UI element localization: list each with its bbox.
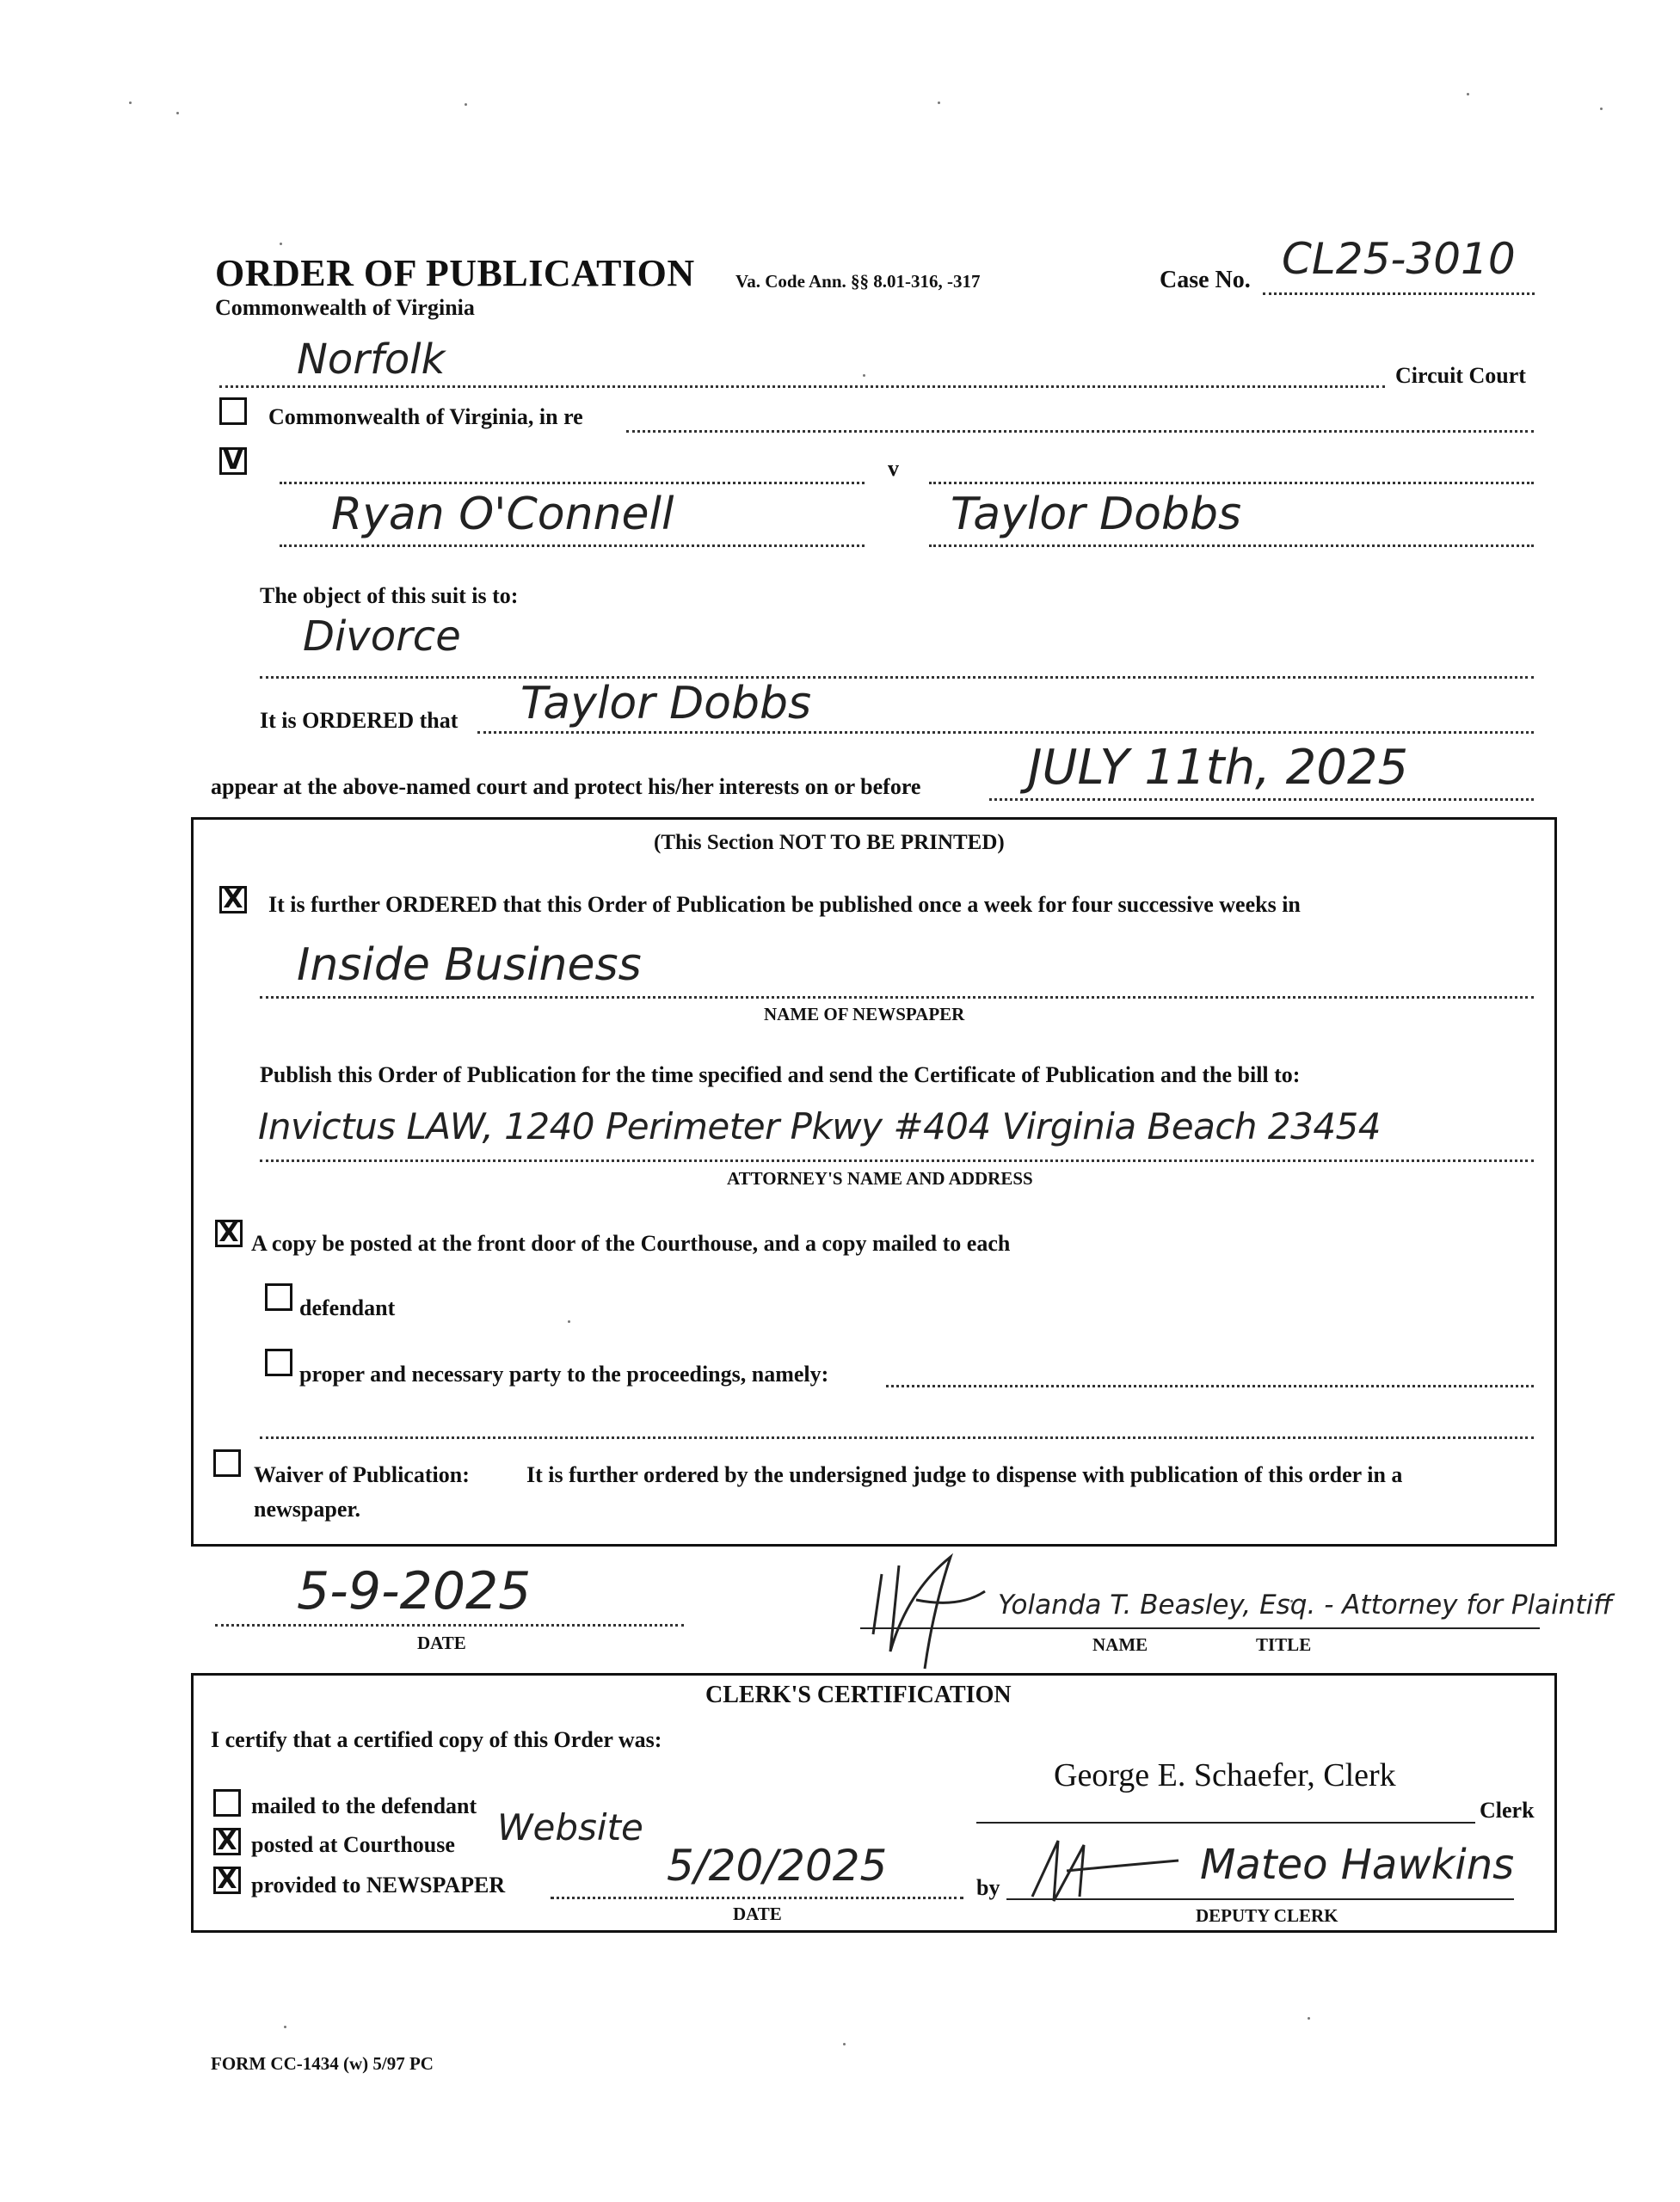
provided-newspaper-label: provided to NEWSPAPER xyxy=(251,1873,506,1898)
defendant-line xyxy=(929,544,1534,547)
plaintiff-name: Ryan O'Connell xyxy=(331,489,674,540)
deputy-signature-scrawl xyxy=(1015,1828,1204,1910)
newspaper-caption: NAME OF NEWSPAPER xyxy=(764,1004,965,1024)
deputy-caption: DEPUTY CLERK xyxy=(1196,1905,1338,1926)
party-label: proper and necessary party to the proceedings, namely: xyxy=(299,1362,829,1387)
form-id: FORM CC-1434 (w) 5/97 PC xyxy=(211,2053,434,2074)
signature-date-line xyxy=(215,1624,684,1627)
clerk-certify-text: I certify that a certified copy of this Order was: xyxy=(211,1727,662,1752)
form-subtitle: Commonwealth of Virginia xyxy=(215,295,475,320)
publish-checkbox[interactable]: X xyxy=(219,886,247,913)
in-re-label: Commonwealth of Virginia, in re xyxy=(268,404,583,429)
party-line-1 xyxy=(886,1385,1534,1387)
newspaper-name: Inside Business xyxy=(297,939,642,991)
mailed-label: mailed to the defendant xyxy=(251,1793,477,1818)
attorney-caption: ATTORNEY'S NAME AND ADDRESS xyxy=(727,1168,1033,1189)
in-re-line xyxy=(626,430,1534,433)
signature-scrawl xyxy=(856,1540,1002,1677)
clerk-caption: Clerk xyxy=(1480,1798,1535,1823)
waiver-text-1: It is further ordered by the undersigned judge to dispense with publication of this order in a xyxy=(526,1462,1403,1487)
case-number-value: CL25-3010 xyxy=(1282,234,1516,284)
appear-date: JULY 11th, 2025 xyxy=(1028,740,1409,796)
attorney-line xyxy=(260,1159,1534,1162)
signature-date-caption: DATE xyxy=(417,1633,466,1653)
object-line xyxy=(260,676,1534,679)
code-reference: Va. Code Ann. §§ 8.01-316, -317 xyxy=(735,271,981,292)
clerk-name: George E. Schaefer, Clerk xyxy=(1054,1757,1396,1793)
posted-courthouse-checkbox[interactable]: X xyxy=(213,1828,241,1855)
versus-label: v xyxy=(888,456,899,481)
defendant-label: defendant xyxy=(299,1295,396,1320)
posted-checkbox[interactable]: X xyxy=(215,1220,243,1247)
publish-text: It is further ORDERED that this Order of Publication be published once a week for four successive weeks in xyxy=(268,892,1301,917)
signer-name: Yolanda T. Beasley, Esq. - Attorney for Plaintiff xyxy=(998,1590,1613,1621)
plaintiff-line xyxy=(280,544,865,547)
defendant-checkbox[interactable] xyxy=(265,1283,292,1311)
newspaper-line xyxy=(260,996,1534,999)
signature-name-caption: NAME xyxy=(1092,1634,1148,1655)
case-number-label: Case No. xyxy=(1160,267,1251,293)
defendant-name: Taylor Dobbs xyxy=(951,489,1242,540)
clerk-header: CLERK'S CERTIFICATION xyxy=(705,1682,1012,1708)
posted-note: Website xyxy=(497,1806,643,1848)
ordered-label: It is ORDERED that xyxy=(260,708,458,733)
clerk-date: 5/20/2025 xyxy=(667,1841,888,1891)
by-label: by xyxy=(976,1875,1000,1900)
object-value: Divorce xyxy=(303,612,461,661)
send-text: Publish this Order of Publication for the time specified and send the Certificate of Publication and the bill to: xyxy=(260,1062,1301,1087)
not-printed-header: (This Section NOT TO BE PRINTED) xyxy=(654,831,1005,854)
ordered-party: Taylor Dobbs xyxy=(520,678,812,729)
form-title: ORDER OF PUBLICATION xyxy=(215,252,695,294)
in-re-checkbox[interactable] xyxy=(219,397,247,425)
versus-line-left xyxy=(280,482,865,484)
case-number-line xyxy=(1263,292,1535,295)
signature-date: 5-9-2025 xyxy=(297,1561,532,1621)
waiver-title: Waiver of Publication: xyxy=(254,1462,470,1487)
appear-label: appear at the above-named court and protect his/her interests on or before xyxy=(211,774,921,799)
circuit-court-label: Circuit Court xyxy=(1395,363,1526,388)
court-line xyxy=(219,385,1385,388)
party-line-2 xyxy=(260,1436,1534,1439)
versus-checkbox[interactable]: V xyxy=(219,447,247,475)
signature-title-caption: TITLE xyxy=(1256,1634,1312,1655)
posted-text: A copy be posted at the front door of the Courthouse, and a copy mailed to each xyxy=(251,1231,1011,1256)
waiver-text-2: newspaper. xyxy=(254,1497,361,1522)
object-label: The object of this suit is to: xyxy=(260,583,519,608)
ordered-line xyxy=(477,731,1534,734)
appear-line xyxy=(989,798,1534,801)
attorney-address: Invictus LAW, 1240 Perimeter Pkwy #404 Virginia Beach 23454 xyxy=(258,1105,1382,1147)
clerk-name-line xyxy=(976,1822,1475,1824)
posted-courthouse-label: posted at Courthouse xyxy=(251,1832,455,1857)
deputy-name: Mateo Hawkins xyxy=(1200,1841,1515,1889)
clerk-date-line xyxy=(551,1897,963,1899)
court-name: Norfolk xyxy=(297,335,446,384)
waiver-checkbox[interactable] xyxy=(213,1449,241,1477)
provided-newspaper-checkbox[interactable]: X xyxy=(213,1867,241,1894)
mailed-checkbox[interactable] xyxy=(213,1789,241,1817)
versus-line-right xyxy=(929,482,1534,484)
party-checkbox[interactable] xyxy=(265,1349,292,1376)
clerk-date-caption: DATE xyxy=(733,1904,782,1924)
